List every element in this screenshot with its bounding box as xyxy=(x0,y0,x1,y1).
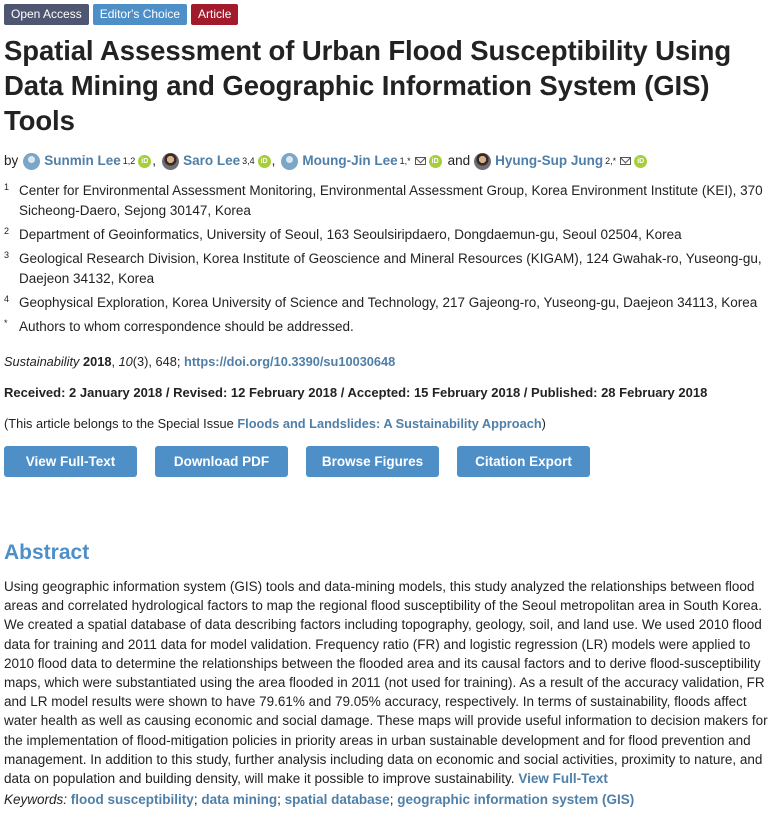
orcid-icon[interactable]: iD xyxy=(138,155,151,168)
keyword-link[interactable]: flood susceptibility xyxy=(70,792,194,808)
affiliation-text: Department of Geoinformatics, University of Seoul, 163 Seoulsiripdaero, Dongdaemun-gu, Seoul 02504, Korea xyxy=(19,227,682,242)
by-label: by xyxy=(4,153,19,168)
badge-row xyxy=(4,4,773,25)
citation-volume: 10 xyxy=(118,354,133,369)
abstract-view-full-text-link[interactable]: View Full-Text xyxy=(518,771,608,787)
author-link[interactable]: Saro Lee xyxy=(183,153,241,168)
author-separator: , xyxy=(152,153,157,168)
affiliation-number: 1 xyxy=(4,182,10,192)
mail-icon[interactable] xyxy=(415,157,426,165)
affiliation-text: Center for Environmental Assessment Monitoring, Environmental Assessment Group, Korea Environment Institute (KEI), 370 Sicheong-Daero, Sejong 30147, Korea xyxy=(19,183,763,218)
abstract-text xyxy=(4,577,773,788)
citation-line: Sustainability 2018, 10(3), 648; https://doi.org/10.3390/su10030648 xyxy=(4,354,396,369)
keyword-link[interactable]: data mining xyxy=(201,792,278,808)
article-type-badge: Article xyxy=(191,4,238,25)
browse-figures-button[interactable]: Browse Figures xyxy=(306,446,439,477)
citation-export-button[interactable]: Citation Export xyxy=(457,446,590,477)
special-issue-note xyxy=(4,415,773,433)
affiliation-item xyxy=(4,317,773,337)
citation-issue-page: (3), 648; xyxy=(132,354,181,369)
keywords-line xyxy=(4,790,773,809)
author-avatar-icon[interactable] xyxy=(281,153,298,170)
doi-link[interactable]: https://doi.org/10.3390/su10030648 xyxy=(184,354,396,369)
download-pdf-button[interactable]: Download PDF xyxy=(155,446,288,477)
citation-year: 2018 xyxy=(82,354,112,369)
special-issue-prefix: (This article belongs to the Special Issue xyxy=(4,416,234,431)
affiliation-number: * xyxy=(4,318,8,328)
affiliation-number: 3 xyxy=(4,250,10,260)
keyword-link[interactable]: geographic information system (GIS) xyxy=(397,792,635,808)
author-separator: , xyxy=(271,153,276,168)
affiliation-item xyxy=(4,293,773,313)
affiliation-item xyxy=(4,249,773,289)
correspondence-note: Authors to whom correspondence should be addressed. xyxy=(19,319,354,334)
author-link[interactable]: Moung-Jin Lee xyxy=(302,153,398,168)
keyword-separator: ; xyxy=(277,792,281,808)
author-list: by Sunmin Lee 1,2 iD , Saro Lee 3,4 iD , Moung-Jin Lee 1,* iD and Hyung-Sup Jung 2,* iD xyxy=(4,152,773,170)
author-link[interactable]: Sunmin Lee xyxy=(44,153,121,168)
affiliation-number: 2 xyxy=(4,226,10,236)
abstract-heading: Abstract xyxy=(4,541,90,564)
author-photo-icon[interactable] xyxy=(162,153,179,170)
open-access-badge[interactable]: Open Access xyxy=(4,4,89,25)
journal-name: Sustainability xyxy=(4,354,80,369)
orcid-icon[interactable]: iD xyxy=(634,155,647,168)
mail-icon[interactable] xyxy=(620,157,631,165)
affiliation-list xyxy=(4,181,773,337)
publication-dates: Received: 2 January 2018 / Revised: 12 February 2018 / Accepted: 15 February 2018 / Published: 28 February 2018 xyxy=(4,385,708,400)
affiliation-text: Geological Research Division, Korea Institute of Geoscience and Mineral Resources (KIGAM), 124 Gwahak-ro, Yuseong-gu, Daejeon 34132, Korea xyxy=(19,251,762,286)
and-label: and xyxy=(447,153,471,168)
keywords-label: Keywords: xyxy=(4,792,68,808)
author-photo-icon[interactable] xyxy=(474,153,491,170)
orcid-icon[interactable]: iD xyxy=(258,155,271,168)
keyword-separator: ; xyxy=(193,792,198,808)
affiliation-item xyxy=(4,225,773,245)
view-full-text-button[interactable]: View Full-Text xyxy=(4,446,137,477)
article-page xyxy=(4,4,773,809)
affiliation-number: 4 xyxy=(4,294,10,304)
keyword-link[interactable]: spatial database xyxy=(284,792,390,808)
keyword-separator: ; xyxy=(389,792,394,808)
article-title: Spatial Assessment of Urban Flood Susceptibility Using Data Mining and Geographic Information System (GIS) Tools xyxy=(4,35,732,136)
author-link[interactable]: Hyung-Sup Jung xyxy=(495,153,604,168)
abstract-body: Using geographic information system (GIS) tools and data-mining models, this study analyzed the relationships between flood areas and correlated hydrological factors to map the regional flood susceptibility of the Seoul metropolitan area in South Korea. We created a spatial database of data describing factors including topography, geology, soil, and land use. We used 2010 flood data for training and 2011 data for model validation. Frequency ratio (FR) and logistic regression (LR) models were applied to 2010 flood data to determine the relationships between the flooded area and its causal factors and to derive flood-susceptibility maps, which were substantiated using the area flooded in 2011 (not used for training). As a result of the accuracy validation, FR and LR model results were shown to have 79.61% and 79.05% accuracy, respectively. In terms of sustainability, floods affect water health as well as causing economic and social damage. These maps will provide useful information to decision makers for the implementation of flood-mitigation policies in priority areas in urban sustainable development and for flood prevention and management. In addition to this study, further analysis including data on economic and social activities, proximity to nature, and data on population and building density, will make it possible to improve sustainability. xyxy=(4,579,768,787)
affiliation-text: Geophysical Exploration, Korea University of Science and Technology, 217 Gajeong-ro, Yuseong-gu, Daejeon 34113, Korea xyxy=(19,295,758,310)
special-issue-suffix: ) xyxy=(541,416,546,431)
editors-choice-badge[interactable]: Editor's Choice xyxy=(93,4,187,25)
special-issue-link[interactable]: Floods and Landslides: A Sustainability Approach xyxy=(237,416,542,431)
author-avatar-icon[interactable] xyxy=(23,153,40,170)
action-buttons xyxy=(4,446,773,477)
affiliation-item xyxy=(4,181,773,221)
orcid-icon[interactable]: iD xyxy=(429,155,442,168)
